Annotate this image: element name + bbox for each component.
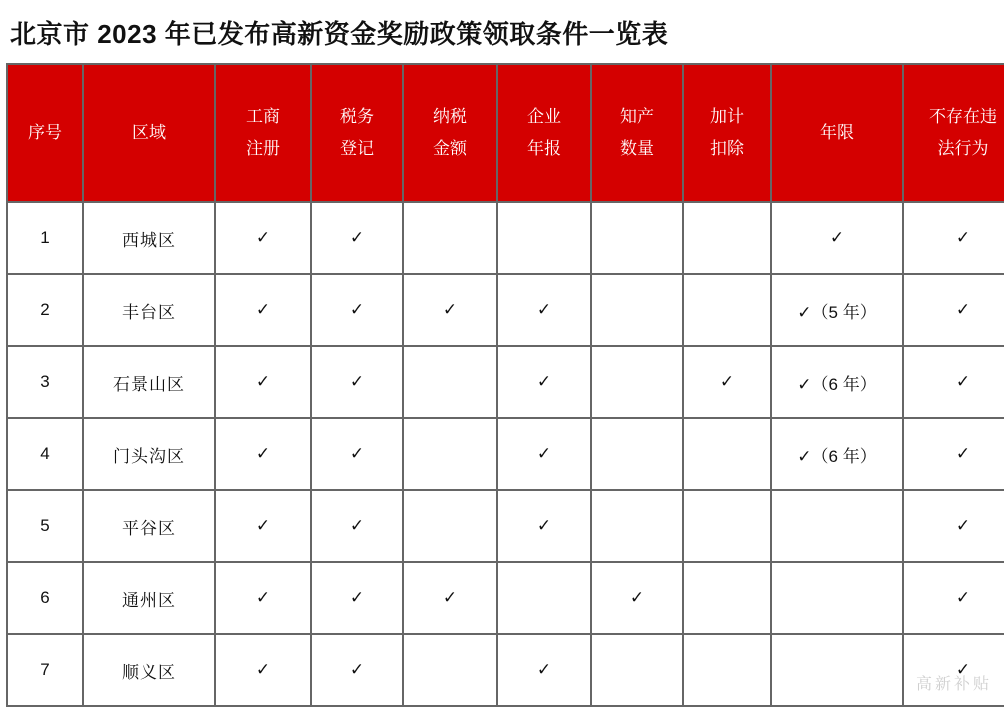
cell-years: ✓（6 年） [771,418,903,490]
table-row [7,202,1004,274]
column-header-ip-count-line-1: 知产 [620,106,654,126]
table-row [7,490,1004,562]
cell-years: ✓（6 年） [771,346,903,418]
cell-region: 丰台区 [83,274,215,346]
cell-no-illegal: ✓ [903,202,1004,274]
cell-ip-count [591,202,683,274]
column-header-extra-deduction [683,64,771,202]
cell-tax-amount [403,202,497,274]
table-row [7,346,1004,418]
cell-annual-report [497,202,591,274]
cell-extra-deduction [683,562,771,634]
column-header-tax-amount [403,64,497,202]
column-header-ip-count-line-2: 数量 [620,139,654,158]
cell-region: 通州区 [83,562,215,634]
cell-annual-report: ✓ [497,490,591,562]
table-row [7,634,1004,706]
cell-ip-count [591,634,683,706]
cell-extra-deduction [683,634,771,706]
cell-years: ✓（5 年） [771,274,903,346]
column-header-years [771,64,903,202]
column-header-ip-count [591,64,683,202]
column-header-years-line-1: 年限 [820,122,854,142]
cell-no-illegal: ✓ [903,346,1004,418]
cell-ip-count [591,490,683,562]
cell-region: 顺义区 [83,634,215,706]
cell-years [771,634,903,706]
cell-ip-count: ✓ [591,562,683,634]
cell-index: 5 [7,490,83,562]
column-header-tax-amount-line-1: 纳税 [433,106,467,126]
cell-tax-registration: ✓ [311,346,403,418]
cell-annual-report: ✓ [497,346,591,418]
cell-extra-deduction [683,418,771,490]
cell-ip-count [591,418,683,490]
column-header-region [83,64,215,202]
cell-no-illegal: ✓ [903,274,1004,346]
cell-region: 门头沟区 [83,418,215,490]
column-header-extra-deduction-line-2: 扣除 [710,139,744,158]
cell-tax-amount [403,418,497,490]
cell-index: 1 [7,202,83,274]
column-header-business-registration [215,64,311,202]
cell-annual-report: ✓ [497,634,591,706]
column-header-no-illegal-line-2: 法行为 [937,139,989,158]
cell-index: 6 [7,562,83,634]
cell-no-illegal: ✓ [903,634,1004,706]
column-header-tax-registration-line-2: 登记 [340,139,374,158]
cell-tax-amount: ✓ [403,274,497,346]
cell-ip-count [591,346,683,418]
cell-business-registration: ✓ [215,490,311,562]
cell-tax-registration: ✓ [311,202,403,274]
cell-index: 4 [7,418,83,490]
cell-tax-amount: ✓ [403,562,497,634]
cell-annual-report [497,562,591,634]
column-header-annual-report [497,64,591,202]
cell-tax-registration: ✓ [311,418,403,490]
cell-tax-registration: ✓ [311,562,403,634]
cell-business-registration: ✓ [215,346,311,418]
cell-no-illegal: ✓ [903,490,1004,562]
column-header-no-illegal-line-1: 不存在违 [929,106,997,126]
cell-region: 西城区 [83,202,215,274]
cell-tax-registration: ✓ [311,634,403,706]
cell-region: 石景山区 [83,346,215,418]
column-header-no-illegal [903,64,1004,202]
column-header-annual-report-line-1: 企业 [527,106,561,126]
cell-tax-amount [403,490,497,562]
cell-ip-count [591,274,683,346]
cell-index: 7 [7,634,83,706]
policy-table [6,63,1004,707]
cell-business-registration: ✓ [215,202,311,274]
cell-annual-report: ✓ [497,418,591,490]
cell-extra-deduction [683,490,771,562]
table-body [7,202,1004,706]
cell-tax-amount [403,634,497,706]
cell-no-illegal: ✓ [903,418,1004,490]
column-header-tax-registration-line-1: 税务 [340,106,374,126]
cell-extra-deduction [683,202,771,274]
cell-years [771,562,903,634]
cell-years: ✓ [771,202,903,274]
column-header-business-registration-line-2: 注册 [246,139,280,158]
cell-annual-report: ✓ [497,274,591,346]
column-header-index-line-1: 序号 [28,122,62,142]
column-header-tax-amount-line-2: 金额 [433,139,467,158]
column-header-business-registration-line-1: 工商 [246,106,280,126]
column-header-region-line-1: 区域 [132,122,166,142]
cell-tax-amount [403,346,497,418]
table-row [7,418,1004,490]
cell-business-registration: ✓ [215,418,311,490]
column-header-index [7,64,83,202]
table-row [7,562,1004,634]
cell-years [771,490,903,562]
cell-business-registration: ✓ [215,274,311,346]
cell-no-illegal: ✓ [903,562,1004,634]
cell-business-registration: ✓ [215,634,311,706]
table-row [7,274,1004,346]
cell-extra-deduction [683,274,771,346]
table-header-row [7,64,1004,202]
cell-tax-registration: ✓ [311,274,403,346]
cell-extra-deduction: ✓ [683,346,771,418]
column-header-annual-report-line-2: 年报 [527,139,561,158]
watermark: 高新补贴 [915,676,992,693]
table-header [7,64,1004,202]
column-header-tax-registration [311,64,403,202]
cell-business-registration: ✓ [215,562,311,634]
cell-tax-registration: ✓ [311,490,403,562]
cell-index: 3 [7,346,83,418]
cell-region: 平谷区 [83,490,215,562]
cell-index: 2 [7,274,83,346]
page-title: 北京市 2023 年已发布高新资金奖励政策领取条件一览表 [10,19,669,49]
column-header-extra-deduction-line-1: 加计 [710,106,744,126]
